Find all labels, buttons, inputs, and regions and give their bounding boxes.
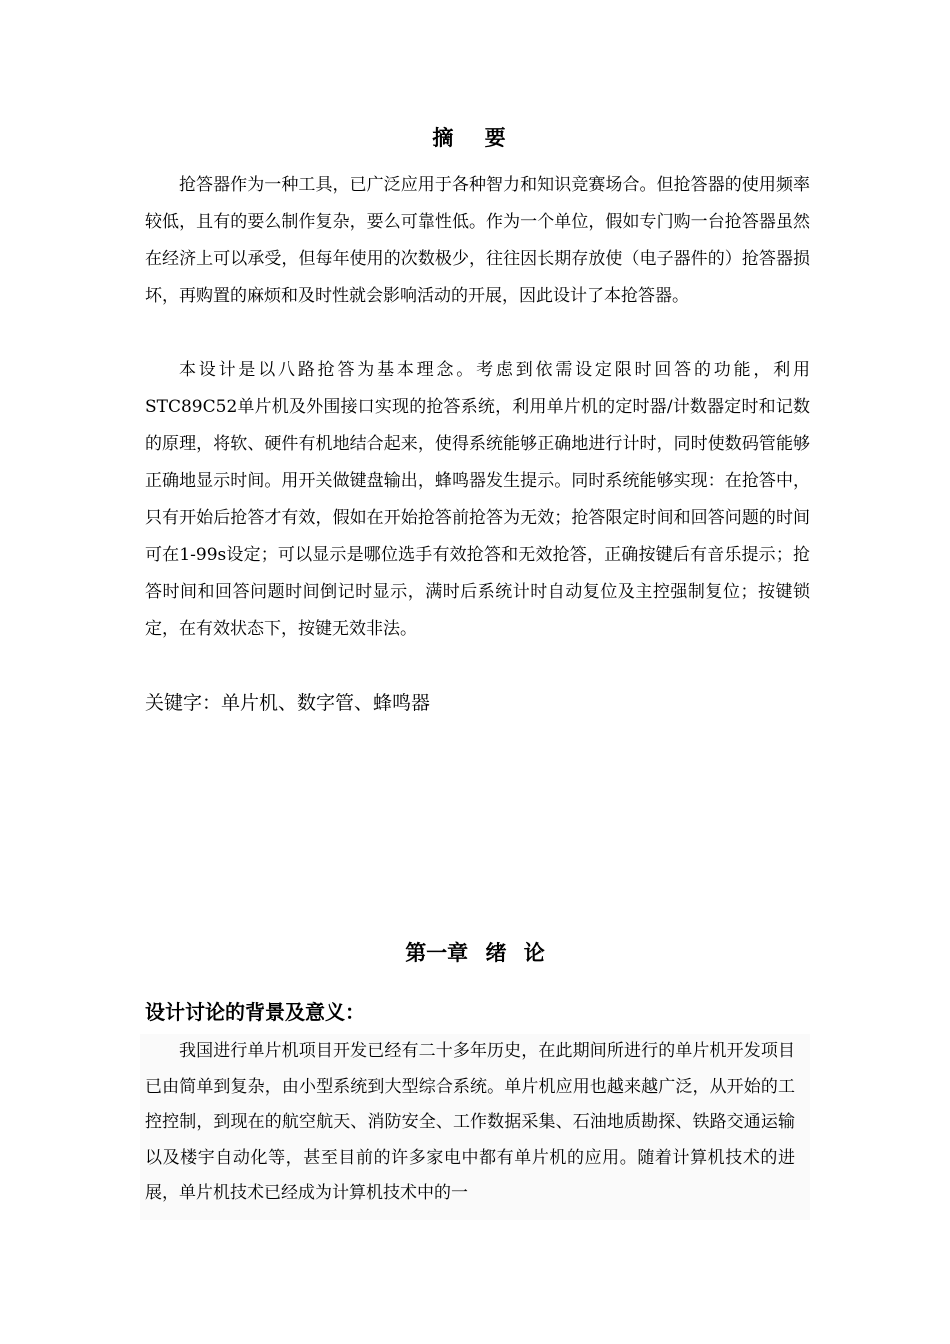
chapter-title: 第一章 绪 论 bbox=[405, 941, 545, 965]
chapter-paragraph: 我国进行单片机项目开发已经有二十多年历史，在此期间所进行的单片机开发项目已由简单到复杂，由小型系统到大型综合系统。单片机应用也越来越广泛，从开始的工控控制，到现在的航空航天、消防安全、工作数据采集、石油地质勘探、铁路交通运输以及楼宇自动化等，甚至目前的许多家电中都有单片机的应用。随着计算机技术的进展，单片机技术已经成为计算机技术中的一 bbox=[145, 1041, 795, 1203]
keywords-line: 关键字：单片机、数字管、蜂鸣器 bbox=[145, 692, 431, 714]
intro-text-block bbox=[140, 1034, 810, 1220]
abstract-title: 摘 要 bbox=[432, 126, 518, 150]
abstract-paragraph-1: 抢答器作为一种工具，已广泛应用于各种智力和知识竞赛场合。但抢答器的使用频率较低，且有的要么制作复杂，要么可靠性低。作为一个单位，假如专门购一台抢答器虽然在经济上可以承受，但每年使用的次数极少，往往因长期存放使（电子器件的）抢答器损坏，再购置的麻烦和及时性就会影响活动的开展，因此设计了本抢答器。 bbox=[145, 175, 810, 306]
abstract-paragraph-2: 本设计是以八路抢答为基本理念。考虑到依需设定限时回答的功能，利用STC89C52单片机及外围接口实现的抢答系统，利用单片机的定时器/计数器定时和记数的原理，将软、硬件有机地结合起来，使得系统能够正确地进行计时，同时使数码管能够正确地显示时间。用开关做键盘输出，蜂鸣器发生提示。同时系统能够实现：在抢答中，只有开始后抢答才有效，假如在开始抢答前抢答为无效；抢答限定时间和回答问题的时间可在1-99s设定；可以显示是哪位选手有效抢答和无效抢答，正确按键后有音乐提示；抢答时间和回答问题时间倒记时显示，满时后系统计时自动复位及主控强制复位；按键锁定，在有效状态下，按键无效非法。 bbox=[145, 360, 810, 639]
section-heading: 设计讨论的背景及意义： bbox=[145, 1000, 365, 1024]
